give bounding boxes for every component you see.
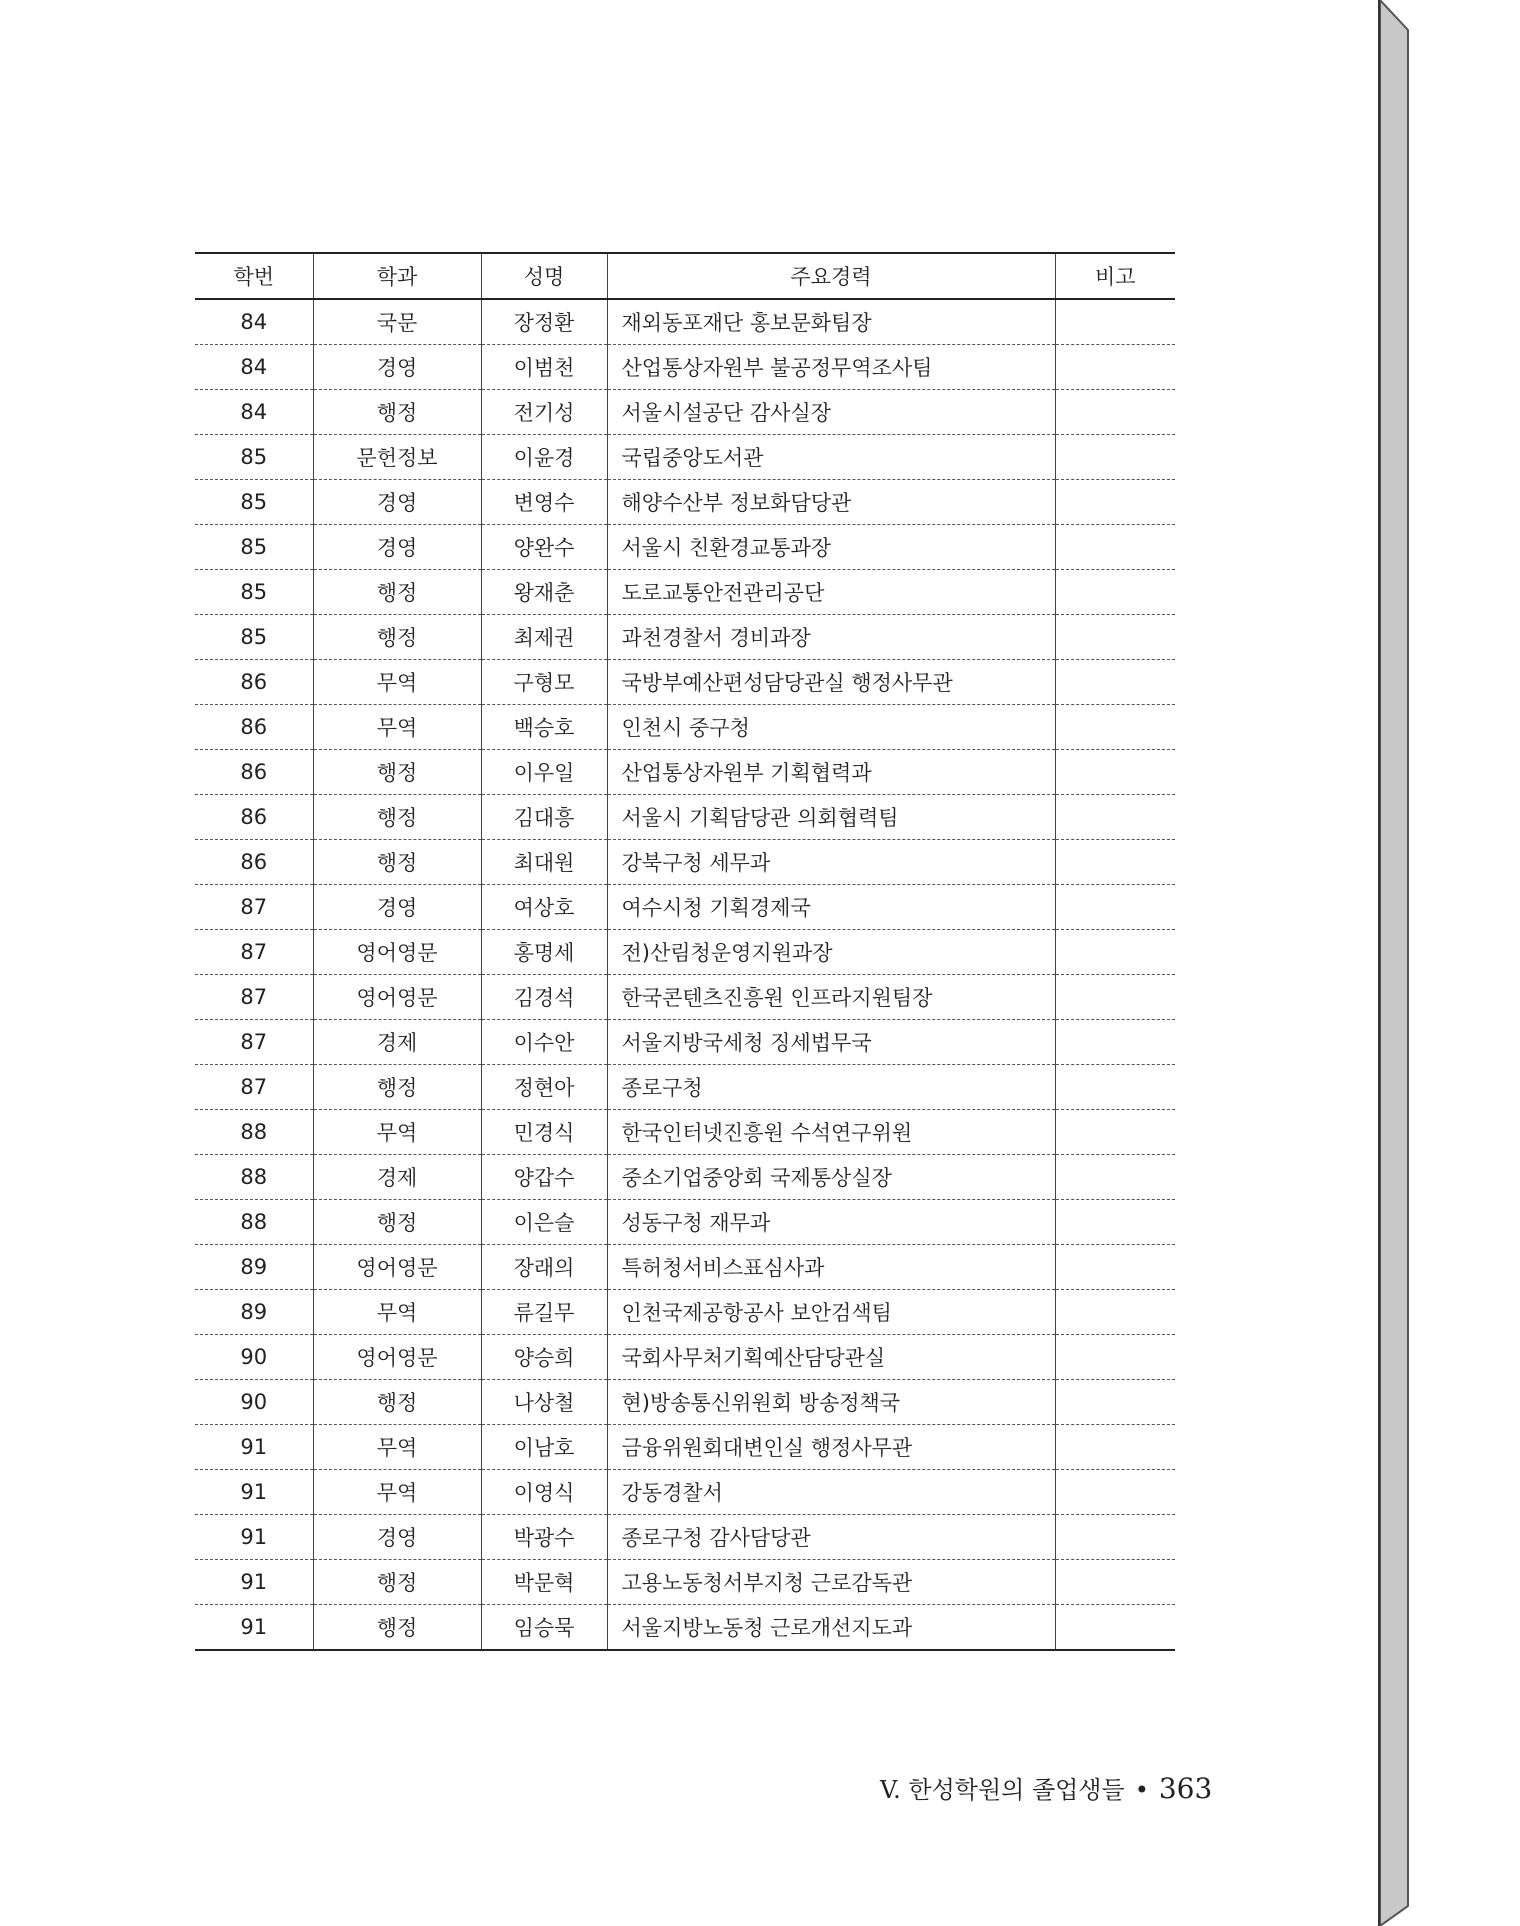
cell-career: 국회사무처기획예산담당관실 — [607, 1335, 1055, 1380]
cell-career: 현)방송통신위원회 방송정책국 — [607, 1380, 1055, 1425]
cell-student-year: 85 — [195, 525, 313, 570]
table-row — [195, 750, 1175, 795]
table-row — [195, 1020, 1175, 1065]
header-career: 주요경력 — [607, 253, 1055, 299]
cell-student-year: 88 — [195, 1155, 313, 1200]
table-row — [195, 525, 1175, 570]
cell-remarks — [1055, 1560, 1175, 1605]
cell-career: 한국인터넷진흥원 수석연구위원 — [607, 1110, 1055, 1155]
cell-name: 박광수 — [481, 1515, 607, 1560]
cell-remarks — [1055, 1515, 1175, 1560]
table-row — [195, 1515, 1175, 1560]
cell-student-year: 91 — [195, 1425, 313, 1470]
cell-career: 서울지방국세청 징세법무국 — [607, 1020, 1055, 1065]
cell-student-year: 90 — [195, 1335, 313, 1380]
cell-career: 산업통상자원부 기획협력과 — [607, 750, 1055, 795]
cell-name: 양갑수 — [481, 1155, 607, 1200]
cell-remarks — [1055, 1605, 1175, 1651]
table-row — [195, 1155, 1175, 1200]
cell-student-year: 91 — [195, 1605, 313, 1651]
cell-name: 변영수 — [481, 480, 607, 525]
cell-name: 이은슬 — [481, 1200, 607, 1245]
cell-student-year: 90 — [195, 1380, 313, 1425]
cell-name: 류길무 — [481, 1290, 607, 1335]
header-department: 학과 — [313, 253, 481, 299]
cell-student-year: 85 — [195, 615, 313, 660]
cell-remarks — [1055, 525, 1175, 570]
cell-remarks — [1055, 795, 1175, 840]
cell-career: 금융위원회대변인실 행정사무관 — [607, 1425, 1055, 1470]
cell-remarks — [1055, 1290, 1175, 1335]
cell-career: 서울시설공단 감사실장 — [607, 390, 1055, 435]
cell-student-year: 84 — [195, 345, 313, 390]
page-footer — [880, 1770, 1212, 1805]
cell-department: 경제 — [313, 1155, 481, 1200]
cell-career: 한국콘텐츠진흥원 인프라지원팀장 — [607, 975, 1055, 1020]
cell-student-year: 87 — [195, 885, 313, 930]
cell-department: 경영 — [313, 480, 481, 525]
cell-remarks — [1055, 1020, 1175, 1065]
cell-student-year: 88 — [195, 1110, 313, 1155]
cell-remarks — [1055, 615, 1175, 660]
cell-name: 정현아 — [481, 1065, 607, 1110]
cell-student-year: 91 — [195, 1515, 313, 1560]
cell-name: 구형모 — [481, 660, 607, 705]
cell-department: 영어영문 — [313, 930, 481, 975]
cell-career: 여수시청 기획경제국 — [607, 885, 1055, 930]
header-name: 성명 — [481, 253, 607, 299]
cell-department: 행정 — [313, 1380, 481, 1425]
cell-student-year: 89 — [195, 1245, 313, 1290]
table-row — [195, 1335, 1175, 1380]
table-row — [195, 795, 1175, 840]
cell-student-year: 86 — [195, 750, 313, 795]
cell-department: 경영 — [313, 1515, 481, 1560]
cell-remarks — [1055, 660, 1175, 705]
table-row — [195, 390, 1175, 435]
cell-department: 행정 — [313, 615, 481, 660]
cell-name: 장정환 — [481, 299, 607, 345]
cell-department: 행정 — [313, 1065, 481, 1110]
table-row — [195, 705, 1175, 750]
cell-remarks — [1055, 480, 1175, 525]
footer-bullet: • — [1134, 1776, 1149, 1804]
cell-career: 서울시 친환경교통과장 — [607, 525, 1055, 570]
cell-name: 여상호 — [481, 885, 607, 930]
cell-department: 영어영문 — [313, 975, 481, 1020]
cell-name: 최제권 — [481, 615, 607, 660]
table-row — [195, 660, 1175, 705]
cell-name: 전기성 — [481, 390, 607, 435]
table-row — [195, 1425, 1175, 1470]
cell-career: 산업통상자원부 불공정무역조사팀 — [607, 345, 1055, 390]
cell-department: 문헌정보 — [313, 435, 481, 480]
cell-student-year: 85 — [195, 435, 313, 480]
table-row — [195, 1200, 1175, 1245]
cell-remarks — [1055, 705, 1175, 750]
table-row — [195, 930, 1175, 975]
table-row — [195, 1560, 1175, 1605]
table-row — [195, 1290, 1175, 1335]
table-row — [195, 299, 1175, 345]
cell-remarks — [1055, 299, 1175, 345]
cell-remarks — [1055, 1380, 1175, 1425]
table-row — [195, 345, 1175, 390]
cell-department: 국문 — [313, 299, 481, 345]
cell-career: 강동경찰서 — [607, 1470, 1055, 1515]
cell-student-year: 86 — [195, 840, 313, 885]
cell-name: 양완수 — [481, 525, 607, 570]
cell-remarks — [1055, 570, 1175, 615]
cell-department: 무역 — [313, 1425, 481, 1470]
cell-remarks — [1055, 930, 1175, 975]
cell-name: 임승묵 — [481, 1605, 607, 1651]
cell-department: 행정 — [313, 1605, 481, 1651]
cell-department: 경영 — [313, 345, 481, 390]
table-row — [195, 480, 1175, 525]
cell-remarks — [1055, 975, 1175, 1020]
cell-career: 서울시 기획담당관 의회협력팀 — [607, 795, 1055, 840]
cell-name: 김대흥 — [481, 795, 607, 840]
cell-remarks — [1055, 840, 1175, 885]
cell-remarks — [1055, 1200, 1175, 1245]
cell-student-year: 84 — [195, 390, 313, 435]
cell-remarks — [1055, 345, 1175, 390]
cell-career: 인천국제공항공사 보안검색팀 — [607, 1290, 1055, 1335]
cell-career: 국립중앙도서관 — [607, 435, 1055, 480]
cell-name: 이윤경 — [481, 435, 607, 480]
cell-student-year: 89 — [195, 1290, 313, 1335]
cell-remarks — [1055, 1425, 1175, 1470]
page-number: 363 — [1158, 1772, 1213, 1805]
cell-remarks — [1055, 390, 1175, 435]
cell-remarks — [1055, 885, 1175, 930]
cell-name: 백승호 — [481, 705, 607, 750]
cell-department: 행정 — [313, 795, 481, 840]
cell-department: 경영 — [313, 885, 481, 930]
cell-department: 경제 — [313, 1020, 481, 1065]
cell-department: 행정 — [313, 1560, 481, 1605]
table-row — [195, 1605, 1175, 1651]
table-row — [195, 1065, 1175, 1110]
cell-career: 재외동포재단 홍보문화팀장 — [607, 299, 1055, 345]
cell-name: 이수안 — [481, 1020, 607, 1065]
cell-career: 성동구청 재무과 — [607, 1200, 1055, 1245]
cell-name: 나상철 — [481, 1380, 607, 1425]
cell-department: 영어영문 — [313, 1245, 481, 1290]
chapter-title: V. 한성학원의 졸업생들 — [880, 1776, 1125, 1804]
cell-career: 인천시 중구청 — [607, 705, 1055, 750]
table-row — [195, 1245, 1175, 1290]
cell-student-year: 88 — [195, 1200, 313, 1245]
cell-career: 강북구청 세무과 — [607, 840, 1055, 885]
cell-career: 전)산림청운영지원과장 — [607, 930, 1055, 975]
cell-name: 이우일 — [481, 750, 607, 795]
table-row — [195, 975, 1175, 1020]
cell-remarks — [1055, 1155, 1175, 1200]
cell-name: 장래의 — [481, 1245, 607, 1290]
cell-name: 이영식 — [481, 1470, 607, 1515]
graduates-table — [195, 252, 1175, 1651]
table-row — [195, 840, 1175, 885]
cell-name: 왕재춘 — [481, 570, 607, 615]
cell-career: 과천경찰서 경비과장 — [607, 615, 1055, 660]
cell-name: 홍명세 — [481, 930, 607, 975]
cell-remarks — [1055, 1110, 1175, 1155]
cell-student-year: 91 — [195, 1470, 313, 1515]
cell-career: 특허청서비스표심사과 — [607, 1245, 1055, 1290]
header-student-year: 학번 — [195, 253, 313, 299]
cell-remarks — [1055, 750, 1175, 795]
cell-department: 무역 — [313, 1470, 481, 1515]
cell-department: 무역 — [313, 705, 481, 750]
cell-name: 양승희 — [481, 1335, 607, 1380]
cell-student-year: 86 — [195, 795, 313, 840]
table-row — [195, 615, 1175, 660]
cell-remarks — [1055, 1065, 1175, 1110]
cell-name: 민경식 — [481, 1110, 607, 1155]
cell-career: 중소기업중앙회 국제통상실장 — [607, 1155, 1055, 1200]
cell-student-year: 87 — [195, 1065, 313, 1110]
cell-career: 도로교통안전관리공단 — [607, 570, 1055, 615]
cell-remarks — [1055, 435, 1175, 480]
cell-remarks — [1055, 1470, 1175, 1515]
table-row — [195, 435, 1175, 480]
cell-career: 국방부예산편성담당관실 행정사무관 — [607, 660, 1055, 705]
cell-department: 경영 — [313, 525, 481, 570]
cell-department: 행정 — [313, 570, 481, 615]
cell-student-year: 86 — [195, 660, 313, 705]
cell-remarks — [1055, 1335, 1175, 1380]
cell-name: 최대원 — [481, 840, 607, 885]
cell-department: 행정 — [313, 840, 481, 885]
cell-career: 서울지방노동청 근로개선지도과 — [607, 1605, 1055, 1651]
cell-department: 행정 — [313, 750, 481, 795]
header-row — [195, 253, 1175, 299]
cell-student-year: 91 — [195, 1560, 313, 1605]
header-remarks: 비고 — [1055, 253, 1175, 299]
table-header — [195, 253, 1175, 299]
table-row — [195, 1470, 1175, 1515]
cell-remarks — [1055, 1245, 1175, 1290]
table-body — [195, 299, 1175, 1650]
cell-department: 무역 — [313, 1290, 481, 1335]
cell-name: 이남호 — [481, 1425, 607, 1470]
cell-student-year: 85 — [195, 570, 313, 615]
table-row — [195, 1110, 1175, 1155]
table-row — [195, 885, 1175, 930]
cell-student-year: 84 — [195, 299, 313, 345]
cell-career: 종로구청 감사담당관 — [607, 1515, 1055, 1560]
table-row — [195, 570, 1175, 615]
table-row — [195, 1380, 1175, 1425]
cell-student-year: 87 — [195, 1020, 313, 1065]
cell-student-year: 87 — [195, 975, 313, 1020]
cell-career: 고용노동청서부지청 근로감독관 — [607, 1560, 1055, 1605]
cell-department: 행정 — [313, 1200, 481, 1245]
cell-career: 해양수산부 정보화담당관 — [607, 480, 1055, 525]
cell-name: 김경석 — [481, 975, 607, 1020]
cell-name: 이범천 — [481, 345, 607, 390]
cell-department: 무역 — [313, 1110, 481, 1155]
cell-name: 박문혁 — [481, 1560, 607, 1605]
cell-student-year: 87 — [195, 930, 313, 975]
cell-student-year: 86 — [195, 705, 313, 750]
cell-career: 종로구청 — [607, 1065, 1055, 1110]
cell-department: 영어영문 — [313, 1335, 481, 1380]
cell-department: 행정 — [313, 390, 481, 435]
cell-student-year: 85 — [195, 480, 313, 525]
cell-department: 무역 — [313, 660, 481, 705]
page-stack-edge — [1380, 0, 1420, 1926]
